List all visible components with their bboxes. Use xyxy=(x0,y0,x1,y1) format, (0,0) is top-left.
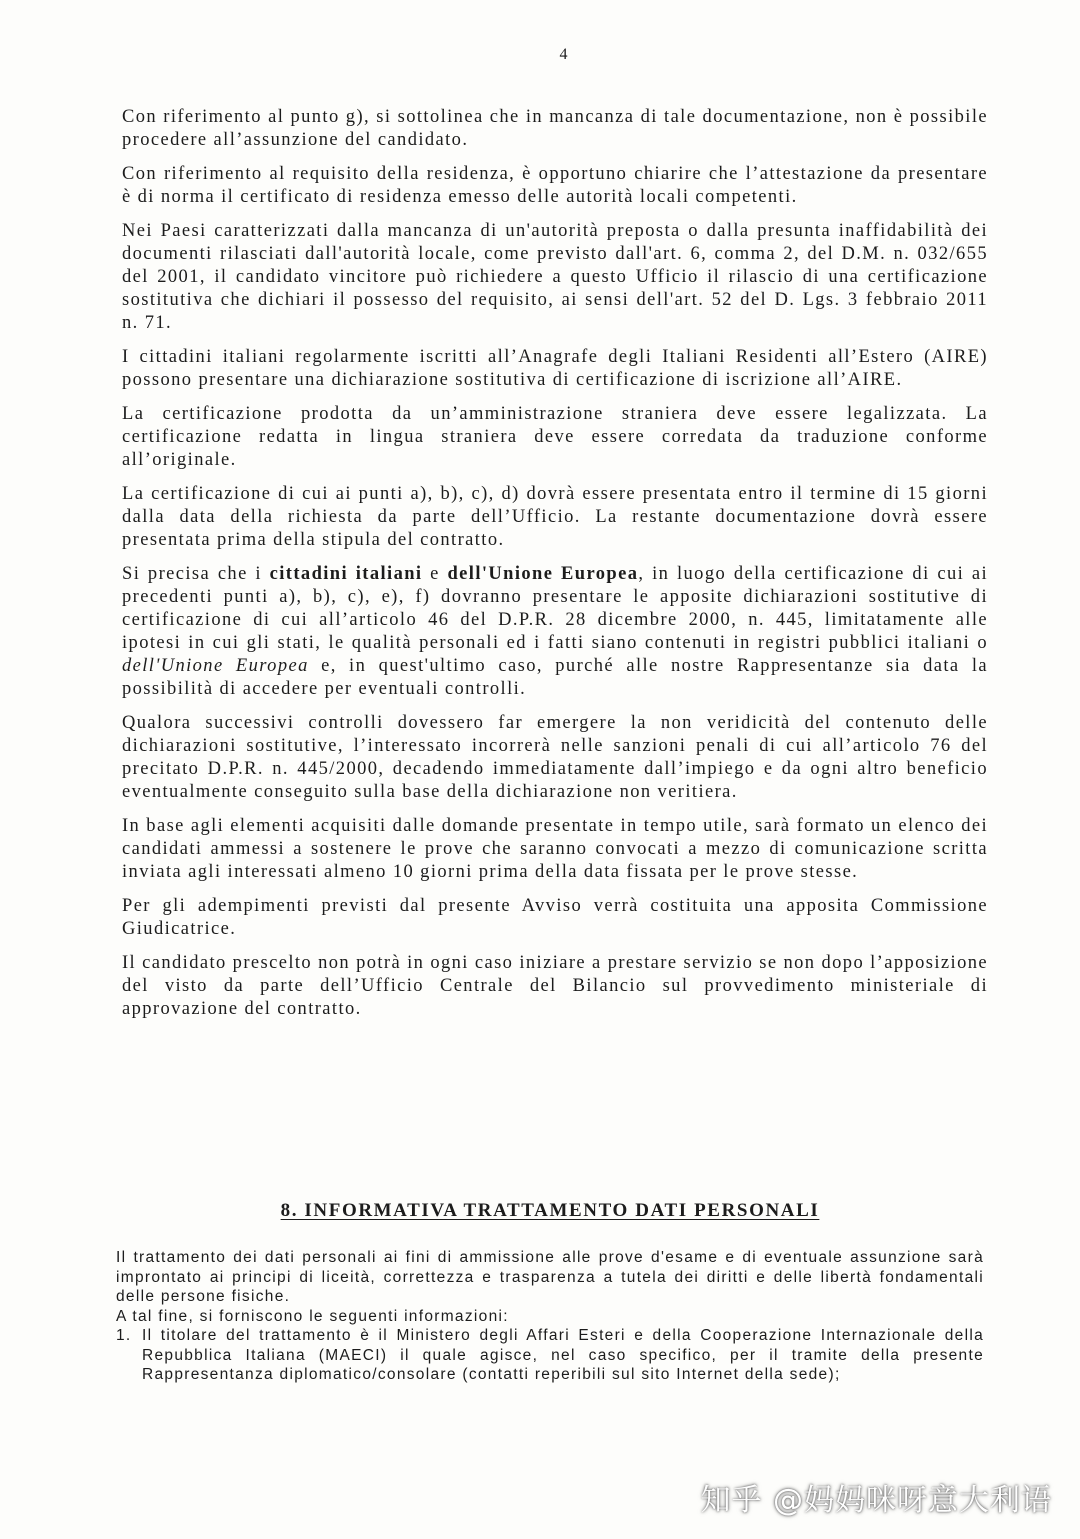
para7-text-2: e xyxy=(422,564,448,584)
paragraph-eu-citizens xyxy=(122,563,988,701)
para7-italic-eu: dell'Unione Europea xyxy=(122,656,309,676)
paragraph-commission: Per gli adempimenti previsti dal presente Avviso verrà costituita una apposita Commissione Giudicatrice. xyxy=(122,896,988,939)
para7-text-1: Si precisa che i xyxy=(122,564,270,584)
privacy-list-item xyxy=(116,1326,984,1385)
paragraph-residence: Con riferimento al requisito della residenza, è opportuno chiarire che l’attestazione da presentare è di norma il certificato di residenza emesso delle autorità locali competenti. xyxy=(122,164,988,207)
para7-text-4: e, in quest'ultimo caso, purché alle nostre Rappresentanze sia data la possibilità di accedere per eventuali controlli. xyxy=(122,656,988,699)
paragraph-visa: Il candidato prescelto non potrà in ogni caso iniziare a prestare servizio se non dopo l’apposizione del visto da parte dell’Ufficio Centrale del Bilancio sul provvedimento ministeriale di approvazione del contratto. xyxy=(122,953,988,1019)
privacy-lead: A tal fine, si forniscono le seguenti informazioni: xyxy=(116,1307,509,1325)
paragraph-candidates-list: In base agli elementi acquisiti dalle domande presentate in tempo utile, sarà formato un elenco dei candidati ammessi a sostenere le prove che saranno convocati a mezzo di comunicazione scritta inviata agli interessati almeno 10 giorni prima della data fissata per le prove stesse. xyxy=(122,816,988,882)
paragraph-legalization: La certificazione prodotta da un’amministrazione straniera deve essere legalizzata. La certificazione redatta in lingua straniera deve essere corredata da traduzione conforme all’originale. xyxy=(122,404,988,470)
paragraph-documentation: Con riferimento al punto g), si sottolinea che in mancanza di tale documentazione, non è possibile procedere all’assunzione del candidato. xyxy=(122,107,988,150)
para7-text-3: , in luogo della certificazione di cui ai precedenti punti a), b), c), e), f) dovranno presentare le apposite dichiarazioni sostitutive di certificazione di cui all’articolo 46 del D.P.R. 28 dicembre 2000, n. 445, limitatamente alle ipotesi in cui gli stati, le qualità personali ed i fatti siano contenuti in registri pubblici italiani o xyxy=(122,564,988,653)
privacy-item-number: 1. xyxy=(116,1327,132,1344)
privacy-item-text: Il titolare del trattamento è il Ministero degli Affari Esteri e della Cooperazione Internazionale della Repubblica Italiana (MAECI) il quale agisce, nel caso specifico, per il tramite della presente Rappresentanza diplomatico/consolare (contatti reperibili sul sito Internet della sede); xyxy=(142,1327,984,1383)
paragraph-controls: Qualora successivi controlli dovessero far emergere la non veridicità del contenuto delle dichiarazioni sostitutive, l’interessato incorrerà nelle sanzioni penali di cui all’articolo 76 del precitato D.P.R. n. 445/2000, decadendo immediatamente dall’impiego e da ogni altro beneficio eventualmente conseguito sulla base della dichiarazione non veritiera. xyxy=(122,713,988,802)
para7-bold-eu: dell'Unione Europea xyxy=(447,564,639,584)
paragraph-aire: I cittadini italiani regolarmente iscritti all’Anagrafe degli Italiani Residenti all’Estero (AIRE) possono presentare una dichiarazione sostitutiva di certificazione di iscrizione all’AIRE. xyxy=(122,347,988,390)
privacy-intro: Il trattamento dei dati personali ai fini di ammissione alle prove d'esame e di eventuale assunzione sarà improntato ai principi di liceità, correttezza e trasparenza a tutela dei diritti e delle libertà fondamentali delle persone fisiche. xyxy=(116,1249,984,1305)
body-text xyxy=(122,106,988,1032)
page-number: 4 xyxy=(559,46,569,63)
privacy-section xyxy=(116,1248,984,1385)
section-heading-text: 8. INFORMATIVA TRATTAMENTO DATI PERSONALI xyxy=(280,1200,820,1221)
watermark: 知乎 @妈妈咪呀意大利语 xyxy=(700,1483,1052,1518)
section-heading xyxy=(0,1200,1080,1222)
para7-bold-italian-citizens: cittadini italiani xyxy=(269,564,423,584)
paragraph-deadline: La certificazione di cui ai punti a), b), c), d) dovrà essere presentata entro il termine di 15 giorni dalla data della richiesta da parte dell’Ufficio. La restante documentazione dovrà essere presentata prima della stipula del contratto. xyxy=(122,484,988,550)
paragraph-substitute-certification: Nei Paesi caratterizzati dalla mancanza di un'autorità preposta o dalla presunta inaffidabilità dei documenti rilasciati dall'autorità locale, come previsto dall'art. 6, comma 2, del D.M. n. 032/655 del 2001, il candidato vincitore può richiedere a questo Ufficio il rilascio di una certificazione sostitutiva che dichiari il possesso del requisito, ai sensi dell'art. 52 del D. Lgs. 3 febbraio 2011 n. 71. xyxy=(122,221,988,333)
